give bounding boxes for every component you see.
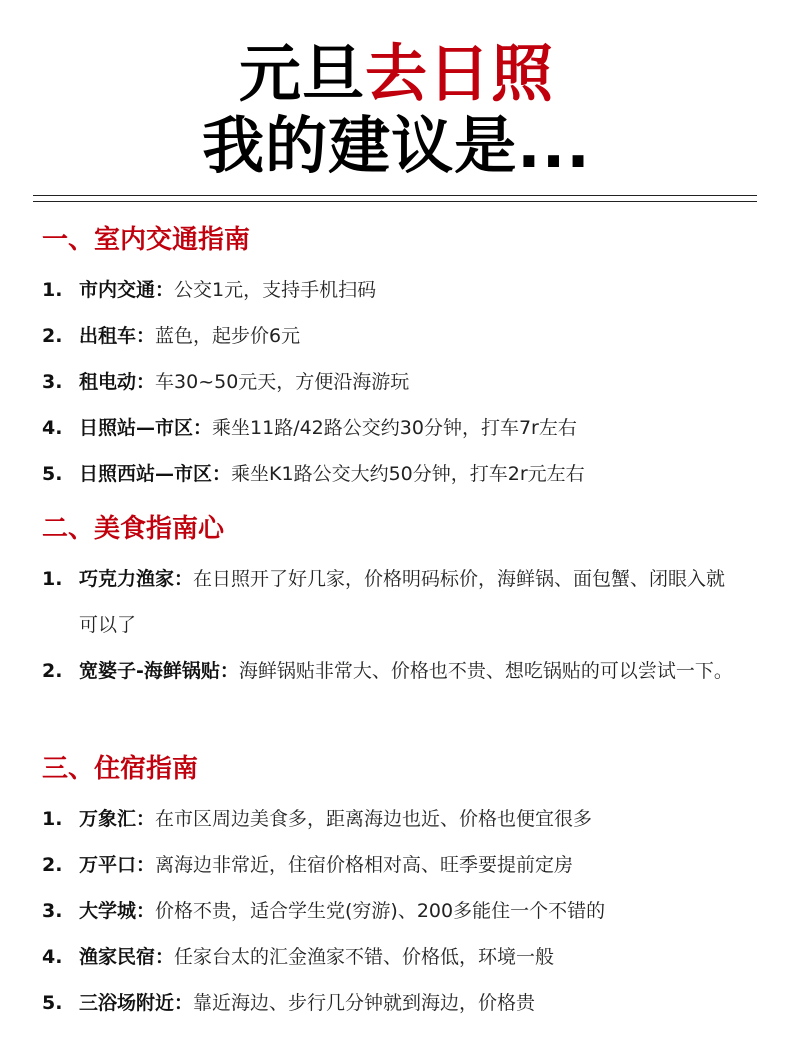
- item-text: 海鲜锅贴非常大、价格也不贵、想吃锅贴的可以尝试一下。: [238, 660, 733, 682]
- item-number: 4.: [42, 417, 63, 439]
- item-label: 大学城：: [79, 900, 156, 922]
- item-text: 乘坐K1路公交大约50分钟，打车2r元左右: [231, 463, 585, 485]
- section-title-transport: 一、室内交通指南: [42, 225, 251, 255]
- divider-top: [33, 195, 757, 196]
- item-number: 1.: [42, 568, 63, 590]
- item-text: 车30~50元天，方便沿海游玩: [155, 371, 410, 393]
- item-label: 万平口：: [79, 854, 156, 876]
- item-text: 蓝色，起步价6元: [155, 325, 301, 347]
- title-part2: 去日照: [365, 37, 555, 110]
- item-text: 离海边非常近，住宿价格相对高、旺季要提前定房: [155, 854, 574, 876]
- item-label: 宽婆子-海鲜锅贴：: [79, 660, 239, 682]
- item-number: 3.: [42, 371, 63, 393]
- item-label: 市内交通：: [79, 279, 175, 301]
- page-title-line2: 我的建议是...: [202, 109, 591, 182]
- item-label: 三浴场附近：: [79, 992, 194, 1014]
- item-text: 在市区周边美食多，距离海边也近、价格也便宜很多: [155, 808, 593, 830]
- section-title-lodging: 三、住宿指南: [42, 754, 199, 784]
- divider-bottom: [33, 201, 757, 202]
- item-label: 日照西站—市区：: [79, 463, 232, 485]
- item-label: 万象汇：: [79, 808, 156, 830]
- item-label: 渔家民宿：: [79, 946, 175, 968]
- item-number: 2.: [42, 325, 63, 347]
- title-part1: 元旦: [238, 37, 365, 110]
- item-text: 靠近海边、步行几分钟就到海边，价格贵: [193, 992, 536, 1014]
- item-label: 巧克力渔家：: [79, 568, 194, 590]
- item-text: 价格不贵，适合学生党(穷游)、200多能住一个不错的: [155, 900, 606, 922]
- item-label: 出租车：: [79, 325, 156, 347]
- item-text: 任家台太的汇金渔家不错、价格低，环境一般: [174, 946, 555, 968]
- item-number: 2.: [42, 854, 63, 876]
- item-text: 在日照开了好几家，价格明码标价，海鲜锅、面包蟹、闭眼入就可以了: [79, 568, 726, 636]
- item-label: 日照站—市区：: [79, 417, 213, 439]
- item-number: 1.: [42, 279, 63, 301]
- page-title-line1: [0, 38, 793, 110]
- item-number: 5.: [42, 992, 63, 1014]
- item-number: 3.: [42, 900, 63, 922]
- section-title-food: 二、美食指南心: [42, 514, 225, 544]
- item-number: 1.: [42, 808, 63, 830]
- item-text: 公交1元，支持手机扫码: [174, 279, 377, 301]
- item-number: 2.: [42, 660, 63, 682]
- item-number: 5.: [42, 463, 63, 485]
- item-text: 乘坐11路/42路公交约30分钟，打车7r左右: [212, 417, 577, 439]
- item-number: 4.: [42, 946, 63, 968]
- item-label: 租电动：: [79, 371, 156, 393]
